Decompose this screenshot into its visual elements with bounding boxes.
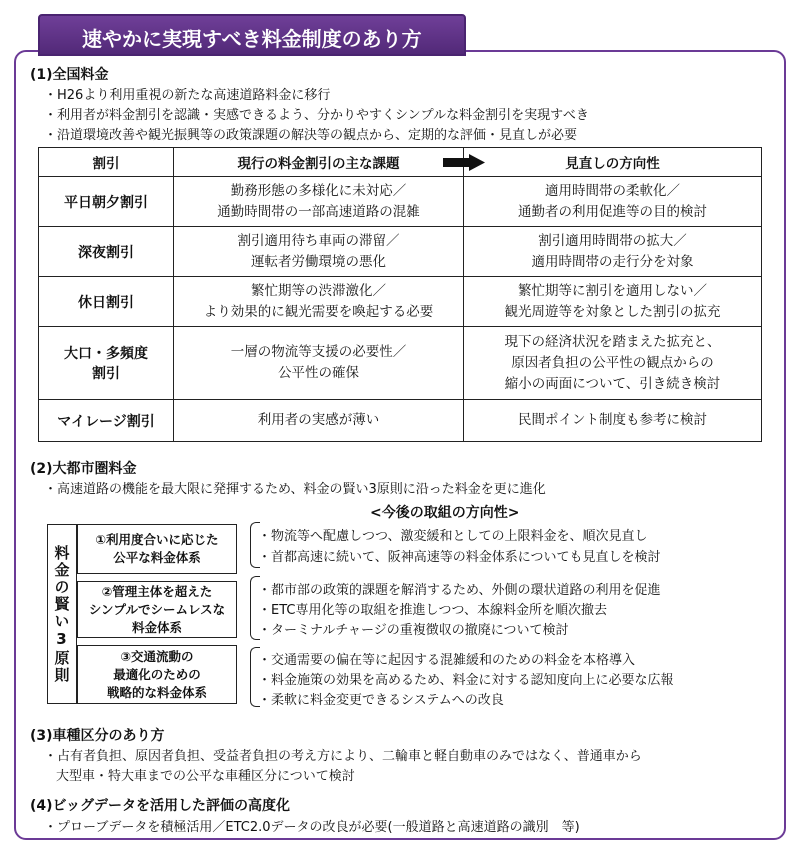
- current-issue: 利用者の実感が薄い: [174, 400, 464, 442]
- discount-name: マイレージ割引: [39, 400, 174, 442]
- review-direction: 適用時間帯の柔軟化／ 通勤者の利用促進等の目的検討: [464, 177, 762, 227]
- principle-item: ・交通需要の偏在等に起因する混雑緩和のための料金を本格導入: [258, 653, 636, 668]
- right-arrow-icon: [443, 154, 485, 171]
- review-direction: 割引適用時間帯の拡大／ 適用時間帯の走行分を対象: [464, 227, 762, 277]
- review-direction: 民間ポイント制度も参考に検討: [464, 400, 762, 442]
- sec2-bullet: ・高速道路の機能を最大限に発揮するため、料金の賢い3原則に沿った料金を更に進化: [44, 482, 546, 497]
- current-issue: 繁忙期等の渋滞激化／ より効果的に観光需要を喚起する必要: [174, 277, 464, 327]
- principle-item: ・柔軟に料金変更できるシステムへの改良: [258, 693, 504, 708]
- discount-name: 深夜割引: [39, 227, 174, 277]
- discount-name: 大口・多頻度 割引: [39, 327, 174, 400]
- table-row: [39, 277, 762, 327]
- three-principles-label: 料金の賢い3原則: [47, 524, 77, 704]
- header-direction: 見直しの方向性: [464, 148, 762, 177]
- discount-table: [38, 147, 762, 442]
- table-row: [39, 327, 762, 400]
- sec3-line: 大型車・特大車までの公平な車種区分について検討: [56, 769, 355, 784]
- section-4-title: (4)ビッグデータを活用した評価の高度化: [30, 798, 290, 814]
- direction-heading: <今後の取組の方向性>: [370, 505, 520, 521]
- principle-item: ・料金施策の効果を高めるため、料金に対する認知度向上に必要な広報: [258, 673, 674, 688]
- header-discount: 割引: [39, 148, 174, 177]
- principle-item: ・都市部の政策的課題を解消するため、外側の環状道路の利用を促進: [258, 583, 661, 598]
- sec3-line: ・占有者負担、原因者負担、受益者負担の考え方により、二輪車と軽自動車のみではなく、普通車から: [44, 749, 642, 764]
- sec4-line: ・プローブデータを積極活用／ETC2.0データの改良が必要(一般道路と高速道路の識別 等): [44, 820, 580, 835]
- principle-item: ・物流等へ配慮しつつ、激変緩和としての上限料金を、順次見直し: [258, 529, 648, 544]
- table-row: [39, 177, 762, 227]
- header-current-issues: 現行の料金割引の主な課題: [174, 148, 464, 177]
- current-issue: 割引適用待ち車両の滞留／ 運転者労働環境の悪化: [174, 227, 464, 277]
- principle-box: ①利用度合いに応じた 公平な料金体系: [77, 524, 237, 574]
- table-row: [39, 400, 762, 442]
- current-issue: 勤務形態の多様化に未対応／ 通勤時間帯の一部高速道路の混雑: [174, 177, 464, 227]
- page-title: 速やかに実現すべき料金制度のあり方: [38, 14, 466, 56]
- section-2-title: (2)大都市圏料金: [30, 461, 137, 477]
- principle-box: ③交通流動の 最適化のための 戦略的な料金体系: [77, 645, 237, 704]
- section-1-title: (1)全国料金: [30, 67, 109, 83]
- discount-name: 平日朝夕割引: [39, 177, 174, 227]
- sec1-bullet: ・利用者が料金割引を認識・実感できるよう、分かりやすくシンプルな料金割引を実現すべき: [44, 108, 589, 123]
- principle-item: ・ETC専用化等の取組を推進しつつ、本線料金所を順次撤去: [258, 603, 607, 618]
- table-row: [39, 227, 762, 277]
- section-3-title: (3)車種区分のあり方: [30, 728, 165, 744]
- sec1-bullet: ・H26より利用重視の新たな高速道路料金に移行: [44, 88, 331, 103]
- review-direction: 現下の経済状況を踏まえた拡充と、 原因者負担の公平性の観点からの 縮小の両面について、引き続き検討: [464, 327, 762, 400]
- discount-name: 休日割引: [39, 277, 174, 327]
- principle-item: ・ターミナルチャージの重複徴収の撤廃について検討: [258, 623, 569, 638]
- principle-item: ・首都高速に続いて、阪神高速等の料金体系についても見直しを検討: [258, 550, 661, 565]
- current-issue: 一層の物流等支援の必要性／ 公平性の確保: [174, 327, 464, 400]
- principle-box: ②管理主体を超えた シンプルでシームレスな 料金体系: [77, 581, 237, 638]
- sec1-bullet: ・沿道環境改善や観光振興等の政策課題の解決等の観点から、定期的な評価・見直しが必要: [44, 128, 578, 143]
- review-direction: 繁忙期等に割引を適用しない／ 観光周遊等を対象とした割引の拡充: [464, 277, 762, 327]
- table-header-row: [39, 148, 762, 177]
